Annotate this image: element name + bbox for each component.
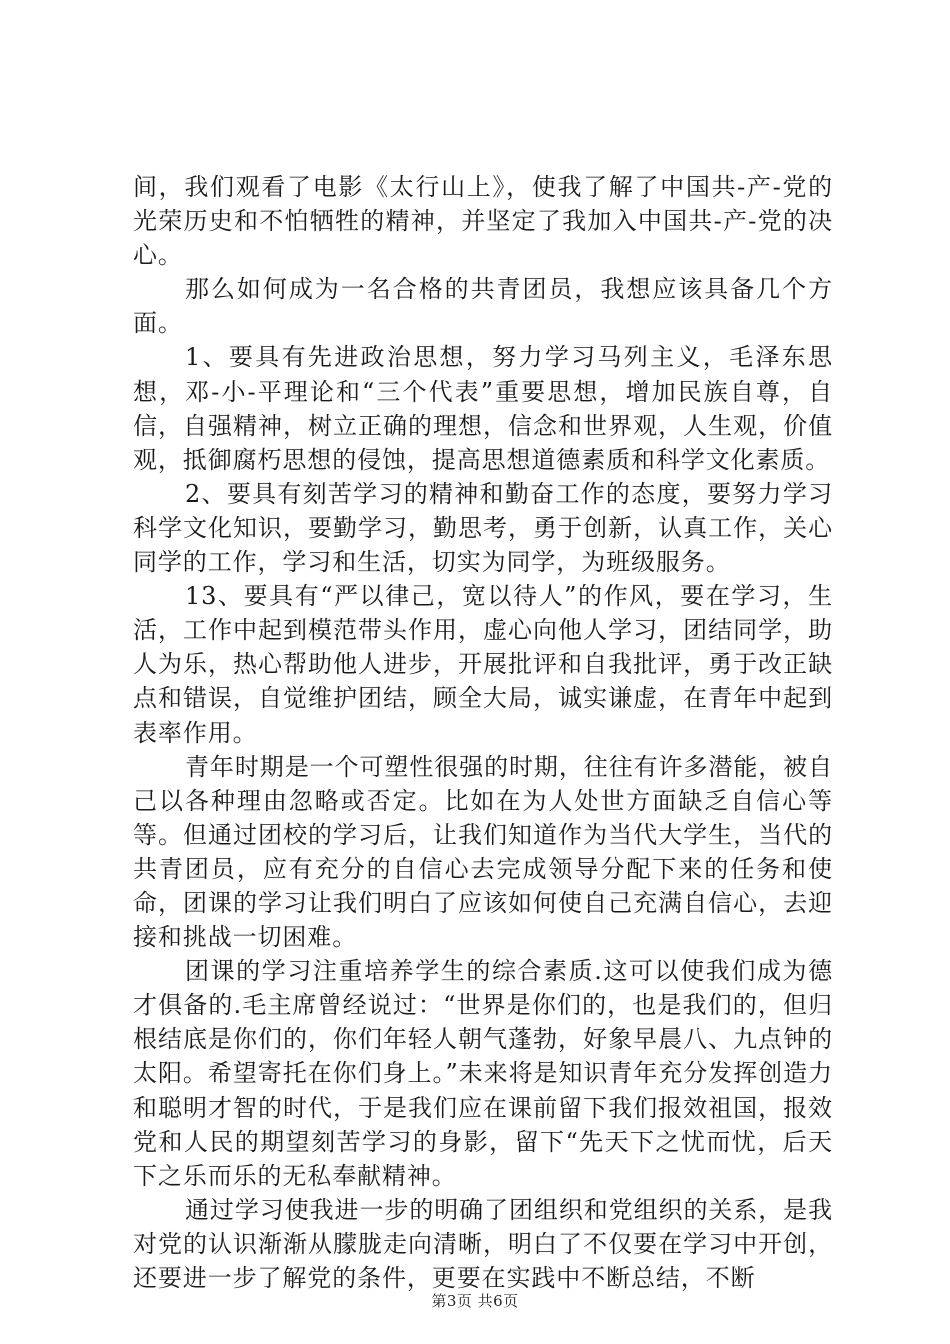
paragraph-6: 青年时期是一个可塑性很强的时期，往往有许多潜能，被自己以各种理由忽略或否定。比如在为人处世方面缺乏自信心等等。但通过团校的学习后，让我们知道作为当代大学生，当代的共青团员，应有充分的自信心去完成领导分配下来的任务和使命，团课的学习让我们明白了应该如何使自己充满自信心，去迎接和挑战一切困难。 xyxy=(133,752,833,952)
paragraph-8: 通过学习使我进一步的明确了团组织和党组织的关系，是我对党的认识渐渐从朦胧走向清晰，明白了不仅要在学习中开创，还要进一步了解党的条件，更要在实践中不断总结，不断 xyxy=(133,1195,833,1292)
paragraph-5: 13、要具有“严以律己，宽以待人”的作风，要在学习，生活，工作中起到模范带头作用，虚心向他人学习，团结同学，助人为乐，热心帮助他人进步，开展批评和自我批评，勇于改正缺点和错误，自觉维护团结，顾全大局，诚实谦虚，在青年中起到表率作用。 xyxy=(133,582,833,747)
document-body xyxy=(133,170,833,1295)
paragraph-4: 2、要具有刻苦学习的精神和勤奋工作的态度，要努力学习科学文化知识，要勤学习，勤思考，勇于创新，认真工作，关心同学的工作，学习和生活，切实为同学，为班级服务。 xyxy=(133,479,833,577)
page-footer: 第3页 共6页 xyxy=(431,1292,519,1310)
paragraph-3: 1、要具有先进政治思想，努力学习马列主义，毛泽东思想，邓-小-平理论和“三个代表”重要思想，增加民族自尊，自信，自强精神，树立正确的理想，信念和世界观，人生观，价值观，抵御腐朽思想的侵蚀，提高思想道德素质和科学文化素质。 xyxy=(133,343,833,474)
paragraph-2: 那么如何成为一名合格的共青团员，我想应该具备几个方面。 xyxy=(133,275,833,338)
paragraph-1: 间，我们观看了电影《太行山上》，使我了解了中国共-产-党的光荣历史和不怕牺牲的精神，并坚定了我加入中国共-产-党的决心。 xyxy=(133,173,833,270)
paragraph-7: 团课的学习注重培养学生的综合素质.这可以使我们成为德才俱备的.毛主席曾经说过：“世界是你们的，也是我们的，但归根结底是你们的，你们年轻人朝气蓬勃，好象早晨八、九点钟的太阳。希望寄托在你们身上。”未来将是知识青年充分发挥创造力和聪明才智的时代，于是我们应在课前留下我们报效祖国，报效党和人民的期望刻苦学习的身影，留下“先天下之忧而忧，后天下之乐而乐的无私奉献精神。 xyxy=(133,957,833,1190)
